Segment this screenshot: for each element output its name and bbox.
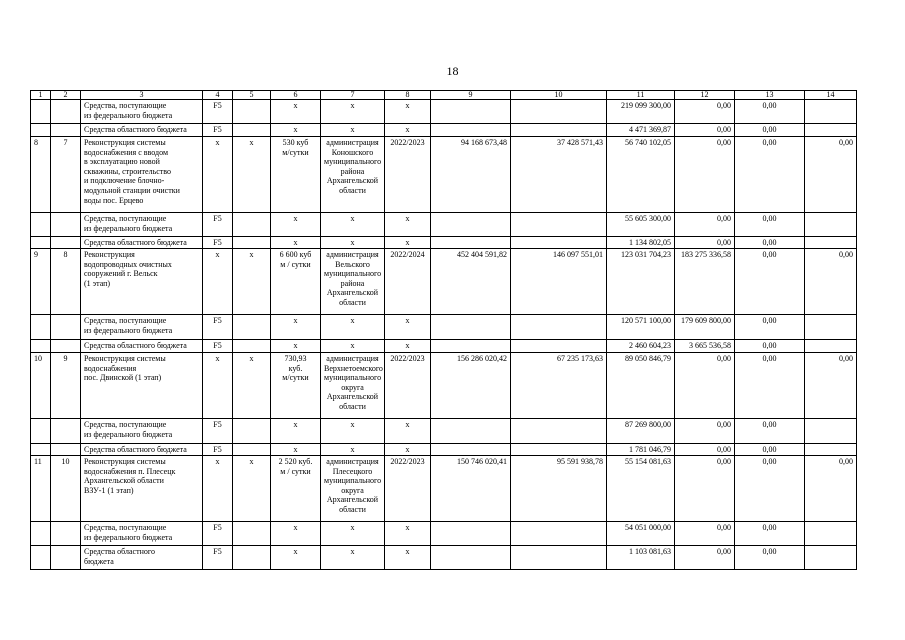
column-number-9: 9 xyxy=(431,91,511,100)
cell-col-14-amount xyxy=(805,213,857,237)
cell-col-14-amount xyxy=(805,522,857,546)
cell-period: 2022/2023 xyxy=(385,137,431,213)
cell-col-11-amount: 56 740 102,05 xyxy=(607,137,675,213)
cell-col-14-amount xyxy=(805,100,857,124)
table-row xyxy=(31,340,857,353)
column-number-6: 6 xyxy=(271,91,321,100)
cell-col-14-amount: 0,00 xyxy=(805,249,857,315)
cell-col-13-amount: 0,00 xyxy=(735,353,805,419)
cell-period: x xyxy=(385,419,431,444)
cell-col-13-amount: 0,00 xyxy=(735,444,805,456)
cell-col-14-amount xyxy=(805,237,857,249)
column-number-8: 8 xyxy=(385,91,431,100)
table-row xyxy=(31,353,857,419)
cell-total-cost xyxy=(431,100,511,124)
cell-col-14-amount xyxy=(805,124,857,137)
cell-col-14-amount xyxy=(805,340,857,353)
cell-code: F5 xyxy=(203,444,233,456)
cell-subrow-number xyxy=(51,213,81,237)
cell-row-number: 9 xyxy=(31,249,51,315)
cell-col-13-amount: 0,00 xyxy=(735,124,805,137)
cell-period: x xyxy=(385,340,431,353)
cell-col-10-amount xyxy=(511,340,607,353)
cell-capacity: x xyxy=(271,419,321,444)
cell-item-name: Реконструкция системы водоснабжения с вводом в эксплуатацию новой скважины, строительство и подключение блочно- модульной станции очистки воды пос. Ерцево xyxy=(81,137,203,213)
cell-col-11-amount: 4 471 369,87 xyxy=(607,124,675,137)
cell-col-10-amount xyxy=(511,124,607,137)
cell-total-cost xyxy=(431,419,511,444)
table-body xyxy=(31,91,857,570)
column-number-row xyxy=(31,91,857,100)
table-row xyxy=(31,522,857,546)
table-row xyxy=(31,137,857,213)
cell-col-13-amount: 0,00 xyxy=(735,100,805,124)
cell-code: F5 xyxy=(203,546,233,570)
cell-col-13-amount: 0,00 xyxy=(735,237,805,249)
table-row xyxy=(31,419,857,444)
cell-unit-flag xyxy=(233,124,271,137)
cell-executor: администрация Коношского муниципального района Архангельской области xyxy=(321,137,385,213)
cell-col-14-amount xyxy=(805,315,857,340)
cell-code: F5 xyxy=(203,237,233,249)
cell-item-name: Средства областного бюджета xyxy=(81,340,203,353)
table-row xyxy=(31,100,857,124)
cell-period: x xyxy=(385,444,431,456)
cell-item-name: Средства, поступающие из федерального бюджета xyxy=(81,419,203,444)
table-row xyxy=(31,456,857,522)
cell-unit-flag xyxy=(233,522,271,546)
cell-total-cost: 452 404 591,82 xyxy=(431,249,511,315)
cell-col-14-amount: 0,00 xyxy=(805,456,857,522)
cell-item-name: Реконструкция системы водоснабжения пос. Двинской (1 этап) xyxy=(81,353,203,419)
cell-code: F5 xyxy=(203,419,233,444)
cell-code: F5 xyxy=(203,522,233,546)
cell-col-10-amount: 95 591 938,78 xyxy=(511,456,607,522)
cell-row-number xyxy=(31,546,51,570)
cell-subrow-number xyxy=(51,315,81,340)
cell-col-11-amount: 1 781 046,79 xyxy=(607,444,675,456)
cell-period: x xyxy=(385,546,431,570)
cell-col-11-amount: 89 050 846,79 xyxy=(607,353,675,419)
cell-capacity: x xyxy=(271,522,321,546)
cell-period: x xyxy=(385,124,431,137)
cell-col-12-amount: 0,00 xyxy=(675,353,735,419)
cell-executor: x xyxy=(321,213,385,237)
cell-code: x xyxy=(203,137,233,213)
cell-col-13-amount: 0,00 xyxy=(735,456,805,522)
cell-col-12-amount: 0,00 xyxy=(675,419,735,444)
cell-executor: администрация Верхнетоемского муниципального округа Архангельской области xyxy=(321,353,385,419)
cell-total-cost xyxy=(431,522,511,546)
cell-period: 2022/2024 xyxy=(385,249,431,315)
cell-col-10-amount xyxy=(511,315,607,340)
cell-row-number xyxy=(31,419,51,444)
cell-col-13-amount: 0,00 xyxy=(735,249,805,315)
cell-col-12-amount: 0,00 xyxy=(675,522,735,546)
column-number-2: 2 xyxy=(51,91,81,100)
column-number-7: 7 xyxy=(321,91,385,100)
cell-executor: x xyxy=(321,340,385,353)
cell-executor: x xyxy=(321,100,385,124)
cell-subrow-number xyxy=(51,522,81,546)
table-row xyxy=(31,444,857,456)
cell-total-cost xyxy=(431,124,511,137)
cell-col-13-amount: 0,00 xyxy=(735,546,805,570)
cell-col-14-amount: 0,00 xyxy=(805,137,857,213)
cell-subrow-number: 9 xyxy=(51,353,81,419)
cell-total-cost: 150 746 020,41 xyxy=(431,456,511,522)
cell-col-11-amount: 87 269 800,00 xyxy=(607,419,675,444)
cell-total-cost: 156 286 020,42 xyxy=(431,353,511,419)
column-number-4: 4 xyxy=(203,91,233,100)
cell-capacity: 2 520 куб. м / сутки xyxy=(271,456,321,522)
cell-total-cost xyxy=(431,213,511,237)
column-number-10: 10 xyxy=(511,91,607,100)
cell-col-13-amount: 0,00 xyxy=(735,213,805,237)
cell-col-10-amount xyxy=(511,100,607,124)
cell-unit-flag xyxy=(233,315,271,340)
cell-col-10-amount xyxy=(511,213,607,237)
cell-capacity: x xyxy=(271,546,321,570)
cell-col-14-amount xyxy=(805,419,857,444)
cell-col-14-amount xyxy=(805,546,857,570)
column-number-12: 12 xyxy=(675,91,735,100)
cell-col-11-amount: 219 099 300,00 xyxy=(607,100,675,124)
budget-table xyxy=(30,90,857,570)
cell-row-number xyxy=(31,124,51,137)
cell-row-number xyxy=(31,444,51,456)
cell-total-cost xyxy=(431,237,511,249)
cell-col-12-amount: 0,00 xyxy=(675,546,735,570)
cell-col-12-amount: 0,00 xyxy=(675,137,735,213)
cell-col-12-amount: 3 665 536,58 xyxy=(675,340,735,353)
cell-code: x xyxy=(203,249,233,315)
cell-unit-flag: x xyxy=(233,456,271,522)
cell-period: 2022/2023 xyxy=(385,353,431,419)
cell-executor: администрация Плесецкого муниципального округа Архангельской области xyxy=(321,456,385,522)
cell-item-name: Средства, поступающие из федерального бюджета xyxy=(81,213,203,237)
cell-col-11-amount: 120 571 100,00 xyxy=(607,315,675,340)
cell-total-cost xyxy=(431,546,511,570)
cell-unit-flag xyxy=(233,213,271,237)
cell-col-11-amount: 55 154 081,63 xyxy=(607,456,675,522)
cell-col-12-amount: 0,00 xyxy=(675,100,735,124)
cell-capacity: x xyxy=(271,315,321,340)
cell-row-number xyxy=(31,522,51,546)
cell-unit-flag: x xyxy=(233,249,271,315)
cell-col-12-amount: 183 275 336,58 xyxy=(675,249,735,315)
cell-row-number: 8 xyxy=(31,137,51,213)
cell-col-11-amount: 55 605 300,00 xyxy=(607,213,675,237)
cell-subrow-number xyxy=(51,237,81,249)
cell-capacity: 6 600 куб м / сутки xyxy=(271,249,321,315)
cell-col-11-amount: 123 031 704,23 xyxy=(607,249,675,315)
cell-period: x xyxy=(385,213,431,237)
cell-item-name: Реконструкция системы водоснабжения п. Плесецк Архангельской области ВЗУ-1 (1 этап) xyxy=(81,456,203,522)
cell-total-cost xyxy=(431,340,511,353)
cell-item-name: Средства областного бюджета xyxy=(81,444,203,456)
cell-unit-flag xyxy=(233,419,271,444)
cell-code: F5 xyxy=(203,315,233,340)
cell-subrow-number xyxy=(51,546,81,570)
cell-code: F5 xyxy=(203,340,233,353)
cell-total-cost xyxy=(431,315,511,340)
cell-capacity: x xyxy=(271,444,321,456)
cell-col-13-amount: 0,00 xyxy=(735,419,805,444)
cell-period: x xyxy=(385,237,431,249)
column-number-11: 11 xyxy=(607,91,675,100)
cell-unit-flag xyxy=(233,340,271,353)
table-row xyxy=(31,315,857,340)
cell-col-14-amount: 0,00 xyxy=(805,353,857,419)
page-number: 18 xyxy=(446,64,459,78)
cell-subrow-number xyxy=(51,419,81,444)
column-number-13: 13 xyxy=(735,91,805,100)
cell-capacity: x xyxy=(271,340,321,353)
cell-period: x xyxy=(385,100,431,124)
cell-subrow-number xyxy=(51,340,81,353)
cell-col-12-amount: 179 609 800,00 xyxy=(675,315,735,340)
cell-total-cost xyxy=(431,444,511,456)
cell-subrow-number xyxy=(51,444,81,456)
cell-row-number xyxy=(31,340,51,353)
cell-col-11-amount: 54 051 000,00 xyxy=(607,522,675,546)
cell-col-13-amount: 0,00 xyxy=(735,137,805,213)
cell-col-10-amount: 37 428 571,43 xyxy=(511,137,607,213)
cell-col-11-amount: 1 134 802,05 xyxy=(607,237,675,249)
cell-executor: администрация Вельского муниципального района Архангельской области xyxy=(321,249,385,315)
cell-subrow-number xyxy=(51,100,81,124)
cell-total-cost: 94 168 673,48 xyxy=(431,137,511,213)
cell-unit-flag xyxy=(233,237,271,249)
cell-row-number xyxy=(31,315,51,340)
column-number-14: 14 xyxy=(805,91,857,100)
cell-unit-flag: x xyxy=(233,137,271,213)
table-row xyxy=(31,546,857,570)
cell-row-number: 11 xyxy=(31,456,51,522)
cell-unit-flag xyxy=(233,546,271,570)
cell-capacity: 530 куб м/сутки xyxy=(271,137,321,213)
cell-executor: x xyxy=(321,419,385,444)
cell-item-name: Средства областного бюджета xyxy=(81,124,203,137)
cell-code: x xyxy=(203,456,233,522)
cell-col-13-amount: 0,00 xyxy=(735,522,805,546)
cell-col-10-amount xyxy=(511,237,607,249)
cell-code: F5 xyxy=(203,213,233,237)
cell-row-number xyxy=(31,100,51,124)
cell-capacity: 730,93 куб. м/сутки xyxy=(271,353,321,419)
cell-unit-flag xyxy=(233,100,271,124)
cell-executor: x xyxy=(321,315,385,340)
cell-item-name: Средства, поступающие из федерального бюджета xyxy=(81,315,203,340)
cell-col-14-amount xyxy=(805,444,857,456)
cell-col-13-amount: 0,00 xyxy=(735,340,805,353)
cell-col-13-amount: 0,00 xyxy=(735,315,805,340)
cell-col-10-amount xyxy=(511,444,607,456)
table-row xyxy=(31,237,857,249)
cell-subrow-number xyxy=(51,124,81,137)
cell-period: x xyxy=(385,522,431,546)
cell-period: 2022/2023 xyxy=(385,456,431,522)
cell-subrow-number: 10 xyxy=(51,456,81,522)
column-number-1: 1 xyxy=(31,91,51,100)
cell-unit-flag: x xyxy=(233,353,271,419)
cell-item-name: Средства областного бюджета xyxy=(81,546,203,570)
cell-executor: x xyxy=(321,237,385,249)
cell-col-12-amount: 0,00 xyxy=(675,456,735,522)
cell-executor: x xyxy=(321,124,385,137)
cell-subrow-number: 8 xyxy=(51,249,81,315)
cell-row-number: 10 xyxy=(31,353,51,419)
cell-executor: x xyxy=(321,522,385,546)
table-row xyxy=(31,249,857,315)
cell-col-11-amount: 2 460 604,23 xyxy=(607,340,675,353)
cell-item-name: Средства областного бюджета xyxy=(81,237,203,249)
cell-item-name: Реконструкция водопроводных очистных сооружений г. Вельск (1 этап) xyxy=(81,249,203,315)
cell-capacity: x xyxy=(271,213,321,237)
cell-col-12-amount: 0,00 xyxy=(675,124,735,137)
cell-executor: x xyxy=(321,546,385,570)
cell-unit-flag xyxy=(233,444,271,456)
cell-col-10-amount xyxy=(511,546,607,570)
cell-capacity: x xyxy=(271,237,321,249)
cell-capacity: x xyxy=(271,124,321,137)
cell-item-name: Средства, поступающие из федерального бюджета xyxy=(81,100,203,124)
cell-col-11-amount: 1 103 081,63 xyxy=(607,546,675,570)
cell-executor: x xyxy=(321,444,385,456)
cell-period: x xyxy=(385,315,431,340)
cell-subrow-number: 7 xyxy=(51,137,81,213)
cell-code: F5 xyxy=(203,100,233,124)
cell-row-number xyxy=(31,237,51,249)
cell-col-10-amount xyxy=(511,522,607,546)
table-row xyxy=(31,213,857,237)
column-number-5: 5 xyxy=(233,91,271,100)
cell-col-12-amount: 0,00 xyxy=(675,444,735,456)
cell-col-12-amount: 0,00 xyxy=(675,213,735,237)
cell-code: x xyxy=(203,353,233,419)
cell-col-12-amount: 0,00 xyxy=(675,237,735,249)
cell-col-10-amount xyxy=(511,419,607,444)
table-row xyxy=(31,124,857,137)
cell-row-number xyxy=(31,213,51,237)
cell-capacity: x xyxy=(271,100,321,124)
cell-item-name: Средства, поступающие из федерального бюджета xyxy=(81,522,203,546)
column-number-3: 3 xyxy=(81,91,203,100)
cell-col-10-amount: 146 097 551,01 xyxy=(511,249,607,315)
cell-code: F5 xyxy=(203,124,233,137)
cell-col-10-amount: 67 235 173,63 xyxy=(511,353,607,419)
